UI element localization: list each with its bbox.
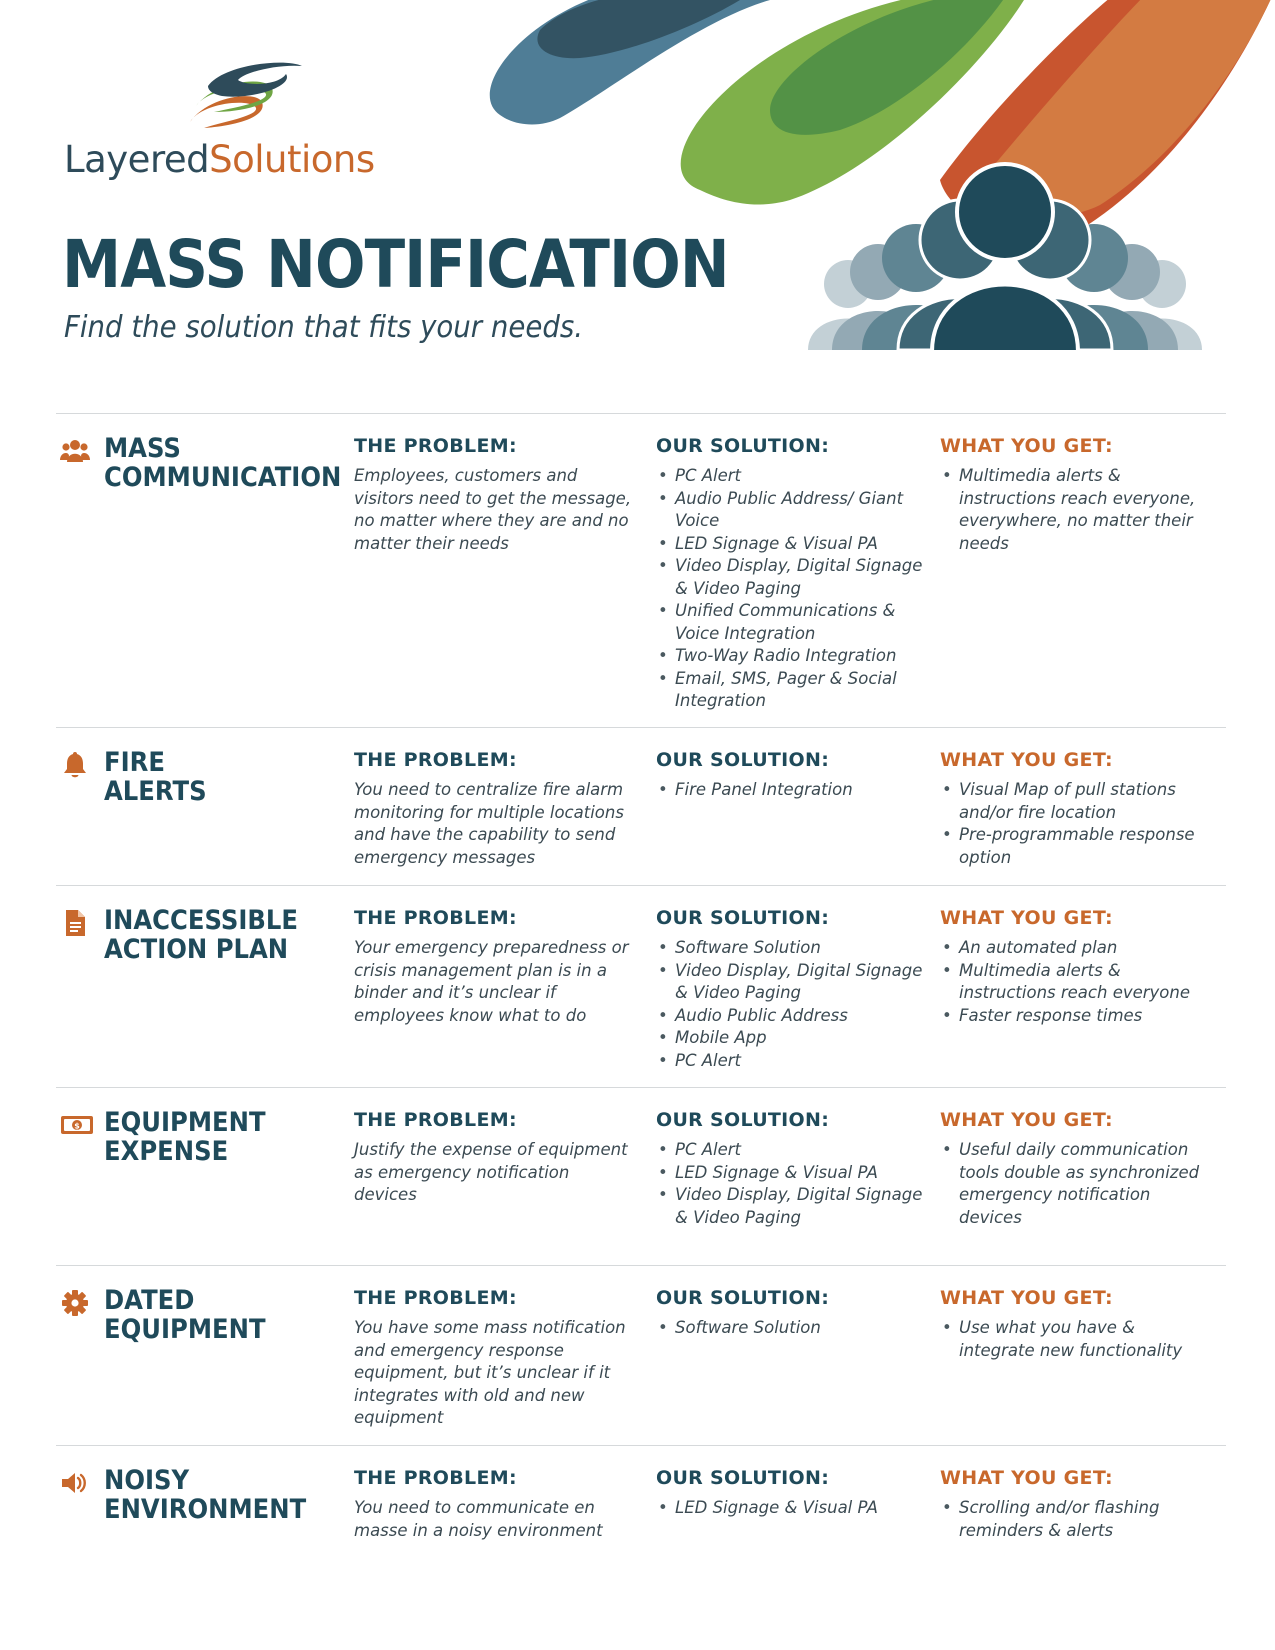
people-group-icon <box>808 164 1202 352</box>
list-item: • Scrolling and/or flashing reminders & alerts <box>940 1497 1210 1542</box>
problem-column <box>354 1466 634 1542</box>
list-item: • Multimedia alerts & instructions reach everyone, everywhere, no matter their needs <box>940 465 1210 555</box>
solution-column <box>656 1466 926 1520</box>
bell-icon <box>60 750 90 780</box>
list-item: • Use what you have & integrate new functionality <box>940 1317 1210 1362</box>
document-icon <box>60 908 90 938</box>
get-list <box>940 779 1210 869</box>
row-title-line: EQUIPMENT <box>104 1107 266 1138</box>
problem-text: Justify the expense of equipment as emergency notification devices <box>354 1140 628 1204</box>
problem-text: Employees, customers and visitors need to get the message, no matter where they are and no matter their needs <box>354 466 632 553</box>
list-item: • PC Alert <box>656 465 926 488</box>
page-title: MASS NOTIFICATION <box>62 226 729 303</box>
row-title-line: EXPENSE <box>104 1136 229 1167</box>
list-item: • Multimedia alerts & instructions reach everyone <box>940 960 1210 1005</box>
problem-column <box>354 906 634 1027</box>
list-item: • Audio Public Address <box>656 1005 926 1028</box>
get-column <box>940 1108 1210 1229</box>
gear-icon <box>60 1288 90 1318</box>
svg-text:$: $ <box>74 1121 80 1131</box>
get-heading: WHAT YOU GET: <box>940 435 1113 457</box>
get-column <box>940 748 1210 869</box>
list-item: • LED Signage & Visual PA <box>656 1162 926 1185</box>
row-title <box>104 1108 329 1166</box>
page-subtitle: Find the solution that fits your needs. <box>64 310 584 345</box>
row-title <box>104 748 329 806</box>
solution-heading: OUR SOLUTION: <box>656 1109 830 1131</box>
solution-heading: OUR SOLUTION: <box>656 1467 830 1489</box>
speaker-icon <box>60 1468 90 1498</box>
brand-name-part2: Solutions <box>209 138 375 181</box>
row-title-line: FIRE <box>104 747 165 778</box>
problem-heading: THE PROBLEM: <box>354 1287 517 1309</box>
money-icon <box>60 1110 90 1140</box>
get-column <box>940 1466 1210 1542</box>
list-item: • Fire Panel Integration <box>656 779 926 802</box>
list-item: • Video Display, Digital Signage & Video Paging <box>656 960 926 1005</box>
problem-heading: THE PROBLEM: <box>354 1467 517 1489</box>
list-item: • LED Signage & Visual PA <box>656 1497 926 1520</box>
get-heading: WHAT YOU GET: <box>940 907 1113 929</box>
get-list <box>940 1317 1210 1362</box>
list-item: • Unified Communications & Voice Integration <box>656 600 926 645</box>
get-heading: WHAT YOU GET: <box>940 749 1113 771</box>
users-icon <box>60 436 90 466</box>
problem-heading: THE PROBLEM: <box>354 907 517 929</box>
problem-text: You need to communicate en masse in a noisy environment <box>354 1498 603 1540</box>
list-item: • Useful daily communication tools double as synchronized emergency notification devices <box>940 1139 1210 1229</box>
solution-heading: OUR SOLUTION: <box>656 1287 830 1309</box>
logo-swoosh-icon <box>182 56 322 136</box>
solution-list <box>656 1497 926 1520</box>
solution-column <box>656 434 926 713</box>
brand-wordmark <box>64 138 375 181</box>
solution-column <box>656 1286 926 1340</box>
problem-heading: THE PROBLEM: <box>354 749 517 771</box>
row-title-line: DATED <box>104 1285 195 1316</box>
solution-list <box>656 465 926 713</box>
row-mass-communication <box>56 413 1226 714</box>
solution-heading: OUR SOLUTION: <box>656 435 830 457</box>
row-equipment-expense <box>56 1087 1226 1266</box>
list-item: • Audio Public Address/ Giant Voice <box>656 488 926 533</box>
list-item: • Faster response times <box>940 1005 1210 1028</box>
list-item: • PC Alert <box>656 1139 926 1162</box>
problem-text: Your emergency preparedness or crisis management plan is in a binder and it’s unclear if employees know what to do <box>354 938 629 1025</box>
list-item: • Software Solution <box>656 937 926 960</box>
solution-list <box>656 1317 926 1340</box>
problem-text: You need to centralize fire alarm monitoring for multiple locations and have the capability to send emergency messages <box>354 780 624 867</box>
row-title-line: COMMUNICATION <box>104 462 342 493</box>
problem-text: You have some mass notification and emergency response equipment, but it’s unclear if it integrates with old and new equipment <box>354 1318 626 1427</box>
list-item: • Software Solution <box>656 1317 926 1340</box>
problem-column <box>354 748 634 869</box>
hero-illustration <box>470 0 1275 360</box>
get-heading: WHAT YOU GET: <box>940 1467 1113 1489</box>
problem-heading: THE PROBLEM: <box>354 1109 517 1131</box>
get-column <box>940 434 1210 555</box>
list-item: • Visual Map of pull stations and/or fire location <box>940 779 1210 824</box>
row-title-line: MASS <box>104 433 181 464</box>
problem-column <box>354 434 634 555</box>
problem-heading: THE PROBLEM: <box>354 435 517 457</box>
get-list <box>940 1139 1210 1229</box>
solution-list <box>656 937 926 1072</box>
row-title-line: EQUIPMENT <box>104 1314 266 1345</box>
solution-column <box>656 748 926 802</box>
list-item: • An automated plan <box>940 937 1210 960</box>
row-title <box>104 1286 329 1344</box>
row-fire-alerts <box>56 727 1226 886</box>
row-title <box>104 906 329 964</box>
row-title <box>104 433 342 493</box>
list-item: • Mobile App <box>656 1027 926 1050</box>
get-list <box>940 937 1210 1027</box>
row-title-line: ENVIRONMENT <box>104 1494 307 1525</box>
get-heading: WHAT YOU GET: <box>940 1109 1113 1131</box>
get-column <box>940 906 1210 1027</box>
list-item: • Pre-programmable response option <box>940 824 1210 869</box>
brand-name-part1: Layered <box>64 138 210 181</box>
get-column <box>940 1286 1210 1362</box>
get-list <box>940 1497 1210 1542</box>
row-title-line: INACCESSIBLE <box>104 905 299 936</box>
solution-list <box>656 779 926 802</box>
get-list <box>940 465 1210 555</box>
problem-column <box>354 1108 634 1207</box>
problem-column <box>354 1286 634 1430</box>
solution-list <box>656 1139 926 1229</box>
row-title-line: ACTION PLAN <box>104 934 289 965</box>
row-title-line: NOISY <box>104 1465 190 1496</box>
get-heading: WHAT YOU GET: <box>940 1287 1113 1309</box>
row-title <box>104 1466 329 1524</box>
list-item: • Video Display, Digital Signage & Video Paging <box>656 1184 926 1229</box>
solution-column <box>656 1108 926 1229</box>
list-item: • PC Alert <box>656 1050 926 1073</box>
list-item: • Email, SMS, Pager & Social Integration <box>656 668 926 713</box>
row-title-line: ALERTS <box>104 776 207 807</box>
row-inaccessible-action-plan <box>56 885 1226 1088</box>
row-dated-equipment <box>56 1265 1226 1446</box>
solution-heading: OUR SOLUTION: <box>656 749 830 771</box>
brand-logo <box>64 52 404 192</box>
solution-column <box>656 906 926 1072</box>
list-item: • Two-Way Radio Integration <box>656 645 926 668</box>
row-noisy-environment <box>56 1445 1226 1576</box>
list-item: • LED Signage & Visual PA <box>656 533 926 556</box>
list-item: • Video Display, Digital Signage & Video Paging <box>656 555 926 600</box>
solution-heading: OUR SOLUTION: <box>656 907 830 929</box>
